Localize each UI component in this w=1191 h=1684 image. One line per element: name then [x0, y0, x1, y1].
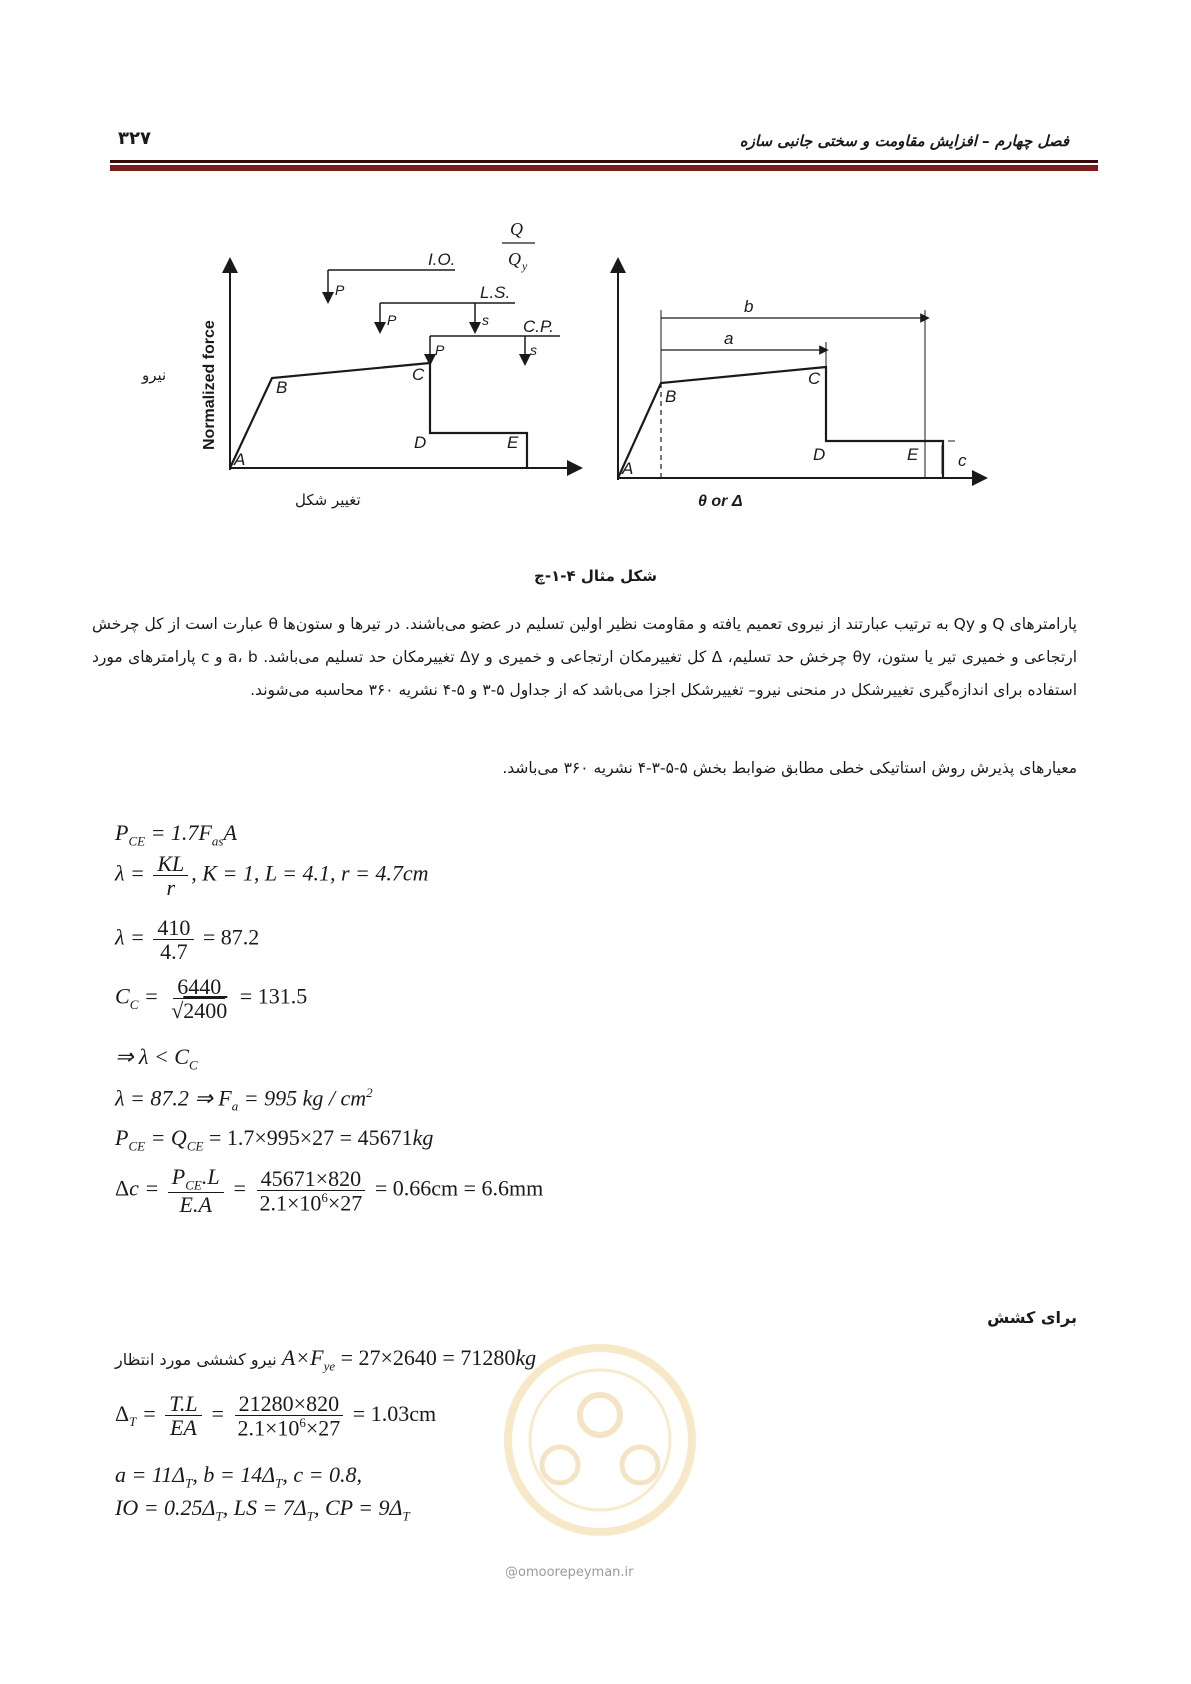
equation-delta-c: Δc = $\frac{P_{CE}.L}{E.A}$ = $\frac{45671\times 820}{2.1\times 10^6\times 27}$ = 0.66cm = 6.6mm [115, 1164, 544, 1218]
right-curve [618, 367, 943, 478]
point-d-left: D [414, 433, 427, 452]
equation-qce: $P_{CE} = Q_{CE} = 1.7\times 995\times 27 = 45671kg$ [115, 1125, 434, 1154]
label-s-cp: s [530, 342, 537, 358]
point-a-left: A [234, 450, 246, 469]
left-y-label-fa: نیرو [142, 366, 167, 384]
point-b-left: B [276, 378, 288, 397]
label-p-io: P [335, 282, 345, 298]
left-diagram [230, 243, 575, 470]
equation-delta-t: $\Delta_T$ = $\frac{T.L}{EA}$ = $\frac{21280\times 820}{2.1\times 10^6\times 27}$ = 1.03cm [115, 1391, 437, 1441]
page-number: ۳۲۷ [118, 128, 151, 149]
equation-lambda-value: λ = $\frac{410}{4.7}$ = 87.2 [115, 915, 260, 965]
point-e-right: E [907, 445, 919, 464]
point-b-right: B [665, 387, 677, 406]
paragraph-parameters: پارامترهای Q و Qy به ترتیب عبارتند از نیروی تعمیم یافته و مقاومت نظیر اولین تسلیم در عضو می‌باشند. در تیرها و ستون‌ها θ عبارت است از کل چرخش ارتجاعی و خمیری تیر یا ستون، θy چرخش حد تسلیم، Δ کل تغییرمکان ارتجاعی و خمیری و Δy تغییرمکان حد تسلیم می‌باشد. a، b و c پارامترهای مورد استفاده برای اندازه‌گیری تغییرشکل در منحنی نیرو– تغییرشکل اجزا می‌باشد که از جداول ۵-۳ و ۵-۴ نشریه ۳۶۰ محاسبه می‌شوند. [92, 615, 1078, 699]
equation-cc: $C_C$ = $\frac{6440}{√2400}$ = 131.5 [115, 974, 308, 1024]
tension-force-line: $A\times F_{ye} = 27\times 2640 = 71280kg$ نیرو کششی مورد انتظار [115, 1345, 537, 1374]
ratio-den-sub: y [522, 259, 528, 273]
label-p-ls: P [387, 312, 397, 328]
point-e-left: E [507, 433, 519, 452]
equation-io-ls-cp: IO = $0.25\Delta_T$, LS = $7\Delta_T$, CP = $9\Delta_T$ [115, 1495, 410, 1524]
label-p-cp: P [435, 342, 445, 358]
point-c-right: C [808, 369, 821, 388]
chapter-title: فصل چهارم – افزایش مقاومت و سختی جانبی سازه [739, 132, 1069, 150]
point-a-right: A [622, 459, 634, 478]
level-ls: L.S. [480, 283, 511, 302]
figure [110, 210, 1090, 550]
left-y-label: Normalized force [201, 320, 218, 450]
equation-pce: $P_{CE} = 1.7F_{as}A$ [115, 820, 237, 849]
level-cp: C.P. [523, 317, 554, 336]
left-x-label-fa: تغییر شکل [295, 491, 361, 509]
watermark-seal [500, 1335, 700, 1555]
watermark-url: @omoorepeyman.ir [505, 1565, 634, 1580]
equation-compare: ⇒ $\lambda < C_C$ [115, 1044, 198, 1073]
header-rule-thin [110, 160, 1098, 163]
equation-abc: $a = 11\Delta_T$, $b = 14\Delta_T$, c = 0.8, [115, 1462, 362, 1491]
dim-c-label: c [958, 451, 967, 470]
paragraph-acceptance: معیارهای پذیرش روش استاتیکی خطی مطابق ضوابط بخش ۵-۵-۳-۴ نشریه ۳۶۰ می‌باشد. [502, 759, 1077, 777]
tension-force-label: نیرو کششی مورد انتظار [115, 1350, 277, 1369]
right-diagram [618, 265, 980, 480]
header-rule-thick [110, 165, 1098, 171]
ratio-den: Q [508, 249, 521, 269]
right-x-label: θ or Δ [698, 493, 743, 510]
ratio-num: Q [510, 219, 523, 239]
level-io: I.O. [428, 250, 456, 269]
equation-fa: λ = 87.2 ⇒ $F_a = 995$ kg / $cm^2$ [115, 1085, 373, 1114]
equation-lambda-def: λ = $\frac{KL}{r}$ , K = 1, L = 4.1, r = 4.7cm [115, 851, 429, 901]
label-s-ls: s [482, 312, 489, 328]
figure-caption: شکل مثال ۴-۱-چ [534, 567, 657, 585]
tension-heading: برای کشش [987, 1308, 1077, 1327]
dim-a-label: a [724, 329, 734, 348]
dim-b-label: b [744, 297, 754, 316]
point-d-right: D [813, 445, 826, 464]
point-c-left: C [412, 365, 425, 384]
left-curve [230, 363, 527, 468]
